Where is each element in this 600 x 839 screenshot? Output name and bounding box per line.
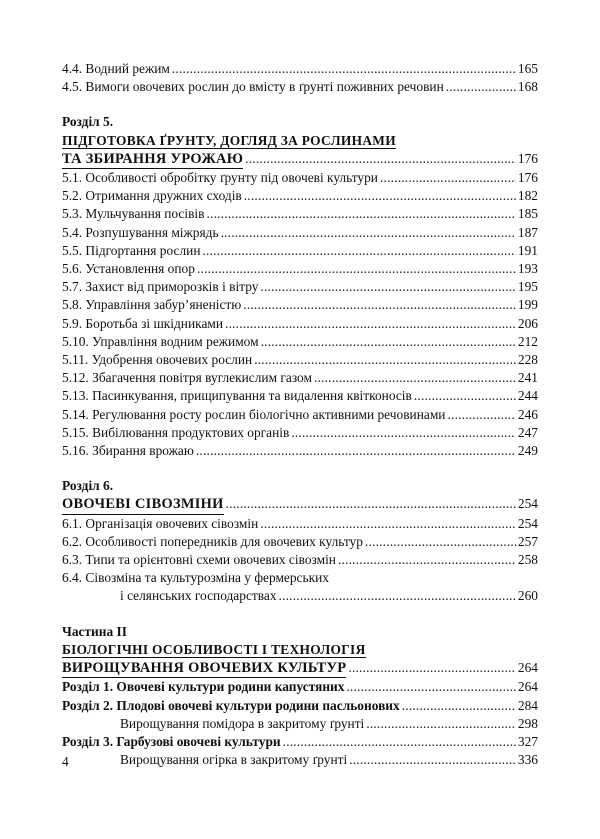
toc-entry-4-4[interactable]: 4.4. Водний режим ..... 165 [62,60,538,78]
toc-entry-5-14[interactable]: 5.14. Регулювання росту рослин біологічно активними речовинами ..... 246 [62,406,538,424]
toc-entry-4-5[interactable]: 4.5. Вимоги овочевих рослин до вмісту в ґрунті поживних речовин ..... 168 [62,78,538,96]
section-5-title-line1: ПІДГОТОВКА ҐРУНТУ, ДОГЛЯД ЗА РОСЛИНАМИ [62,132,396,148]
part-2-title-entry[interactable]: ВИРОЩУВАННЯ ОВОЧЕВИХ КУЛЬТУР ..... 264 [62,659,538,678]
toc-entry-5-15[interactable]: 5.15. Вибілювання продуктових органів ..... 247 [62,424,538,442]
toc-entry-5-13[interactable]: 5.13. Пасинкування, прищипування та видалення квітконосів ..... 244 [62,387,538,405]
toc-entry-5-7[interactable]: 5.7. Захист від приморозків і вітру ..... 195 [62,278,538,296]
toc-entry-5-8[interactable]: 5.8. Управління забур’яненістю ..... 199 [62,296,538,314]
toc-entry-chapter-3[interactable]: Розділ 3. Гарбузові овочеві культури ..... 327 [62,733,538,751]
toc-entry-chapter-1[interactable]: Розділ 1. Овочеві культури родини капустяних ..... 264 [62,678,538,696]
toc-entry-5-16[interactable]: 5.16. Збирання врожаю ..... 249 [62,442,538,460]
toc-entry-chapter-2[interactable]: Розділ 2. Плодові овочеві культури родини пасльонових ..... 284 [62,697,538,715]
toc-entry-chapter-2-sub[interactable]: Вирощування помідора в закритому ґрунті ..... 298 [62,715,538,733]
toc-entry-5-10[interactable]: 5.10. Управління водним режимом ..... 212 [62,333,538,351]
toc-entry-5-3[interactable]: 5.3. Мульчування посівів ..... 185 [62,205,538,223]
section-6-label: Розділ 6. [62,478,114,494]
toc-entry-5-6[interactable]: 5.6. Установлення опор ..... 193 [62,260,538,278]
part-2-title-line1: БІОЛОГІЧНІ ОСОБЛИВОСТІ І ТЕХНОЛОГІЯ [62,641,366,657]
section-6-title-entry[interactable]: ОВОЧЕВІ СІВОЗМІНИ ..... 254 [62,495,538,514]
page-number: 4 [62,754,69,769]
part-2-label: Частина II [62,623,127,639]
toc-entry-chapter-3-sub[interactable]: Вирощування огірка в закритому ґрунті ..... 336 [62,751,538,769]
toc-entry-6-4-line2[interactable]: і селянських господарствах ..... 260 [62,587,538,605]
toc-entry-5-11[interactable]: 5.11. Удобрення овочевих рослин ..... 228 [62,351,538,369]
toc-entry-5-12[interactable]: 5.12. Збагачення повітря вуглекислим газом ..... 241 [62,369,538,387]
toc-entry-5-9[interactable]: 5.9. Боротьба зі шкідниками ..... 206 [62,315,538,333]
toc-entry-6-3[interactable]: 6.3. Типи та орієнтовні схеми овочевих сівозмін ..... 258 [62,551,538,569]
table-of-contents [62,60,538,769]
toc-entry-5-2[interactable]: 5.2. Отримання дружних сходів ..... 182 [62,187,538,205]
toc-entry-6-4-line1[interactable]: 6.4. Сівозміна та культурозміна у фермерських [62,570,329,586]
toc-entry-5-1[interactable]: 5.1. Особливості обробітку ґрунту під овочеві культури ..... 176 [62,169,538,187]
toc-entry-6-2[interactable]: 6.2. Особливості попередників для овочевих культур ..... 257 [62,533,538,551]
toc-entry-5-4[interactable]: 5.4. Розпушування міжрядь ..... 187 [62,224,538,242]
section-5-title-entry[interactable]: ТА ЗБИРАННЯ УРОЖАЮ ..... 176 [62,150,538,169]
section-5-label: Розділ 5. [62,114,114,130]
toc-entry-6-1[interactable]: 6.1. Організація овочевих сівозмін ..... 254 [62,515,538,533]
toc-entry-5-5[interactable]: 5.5. Підгортання рослин ..... 191 [62,242,538,260]
